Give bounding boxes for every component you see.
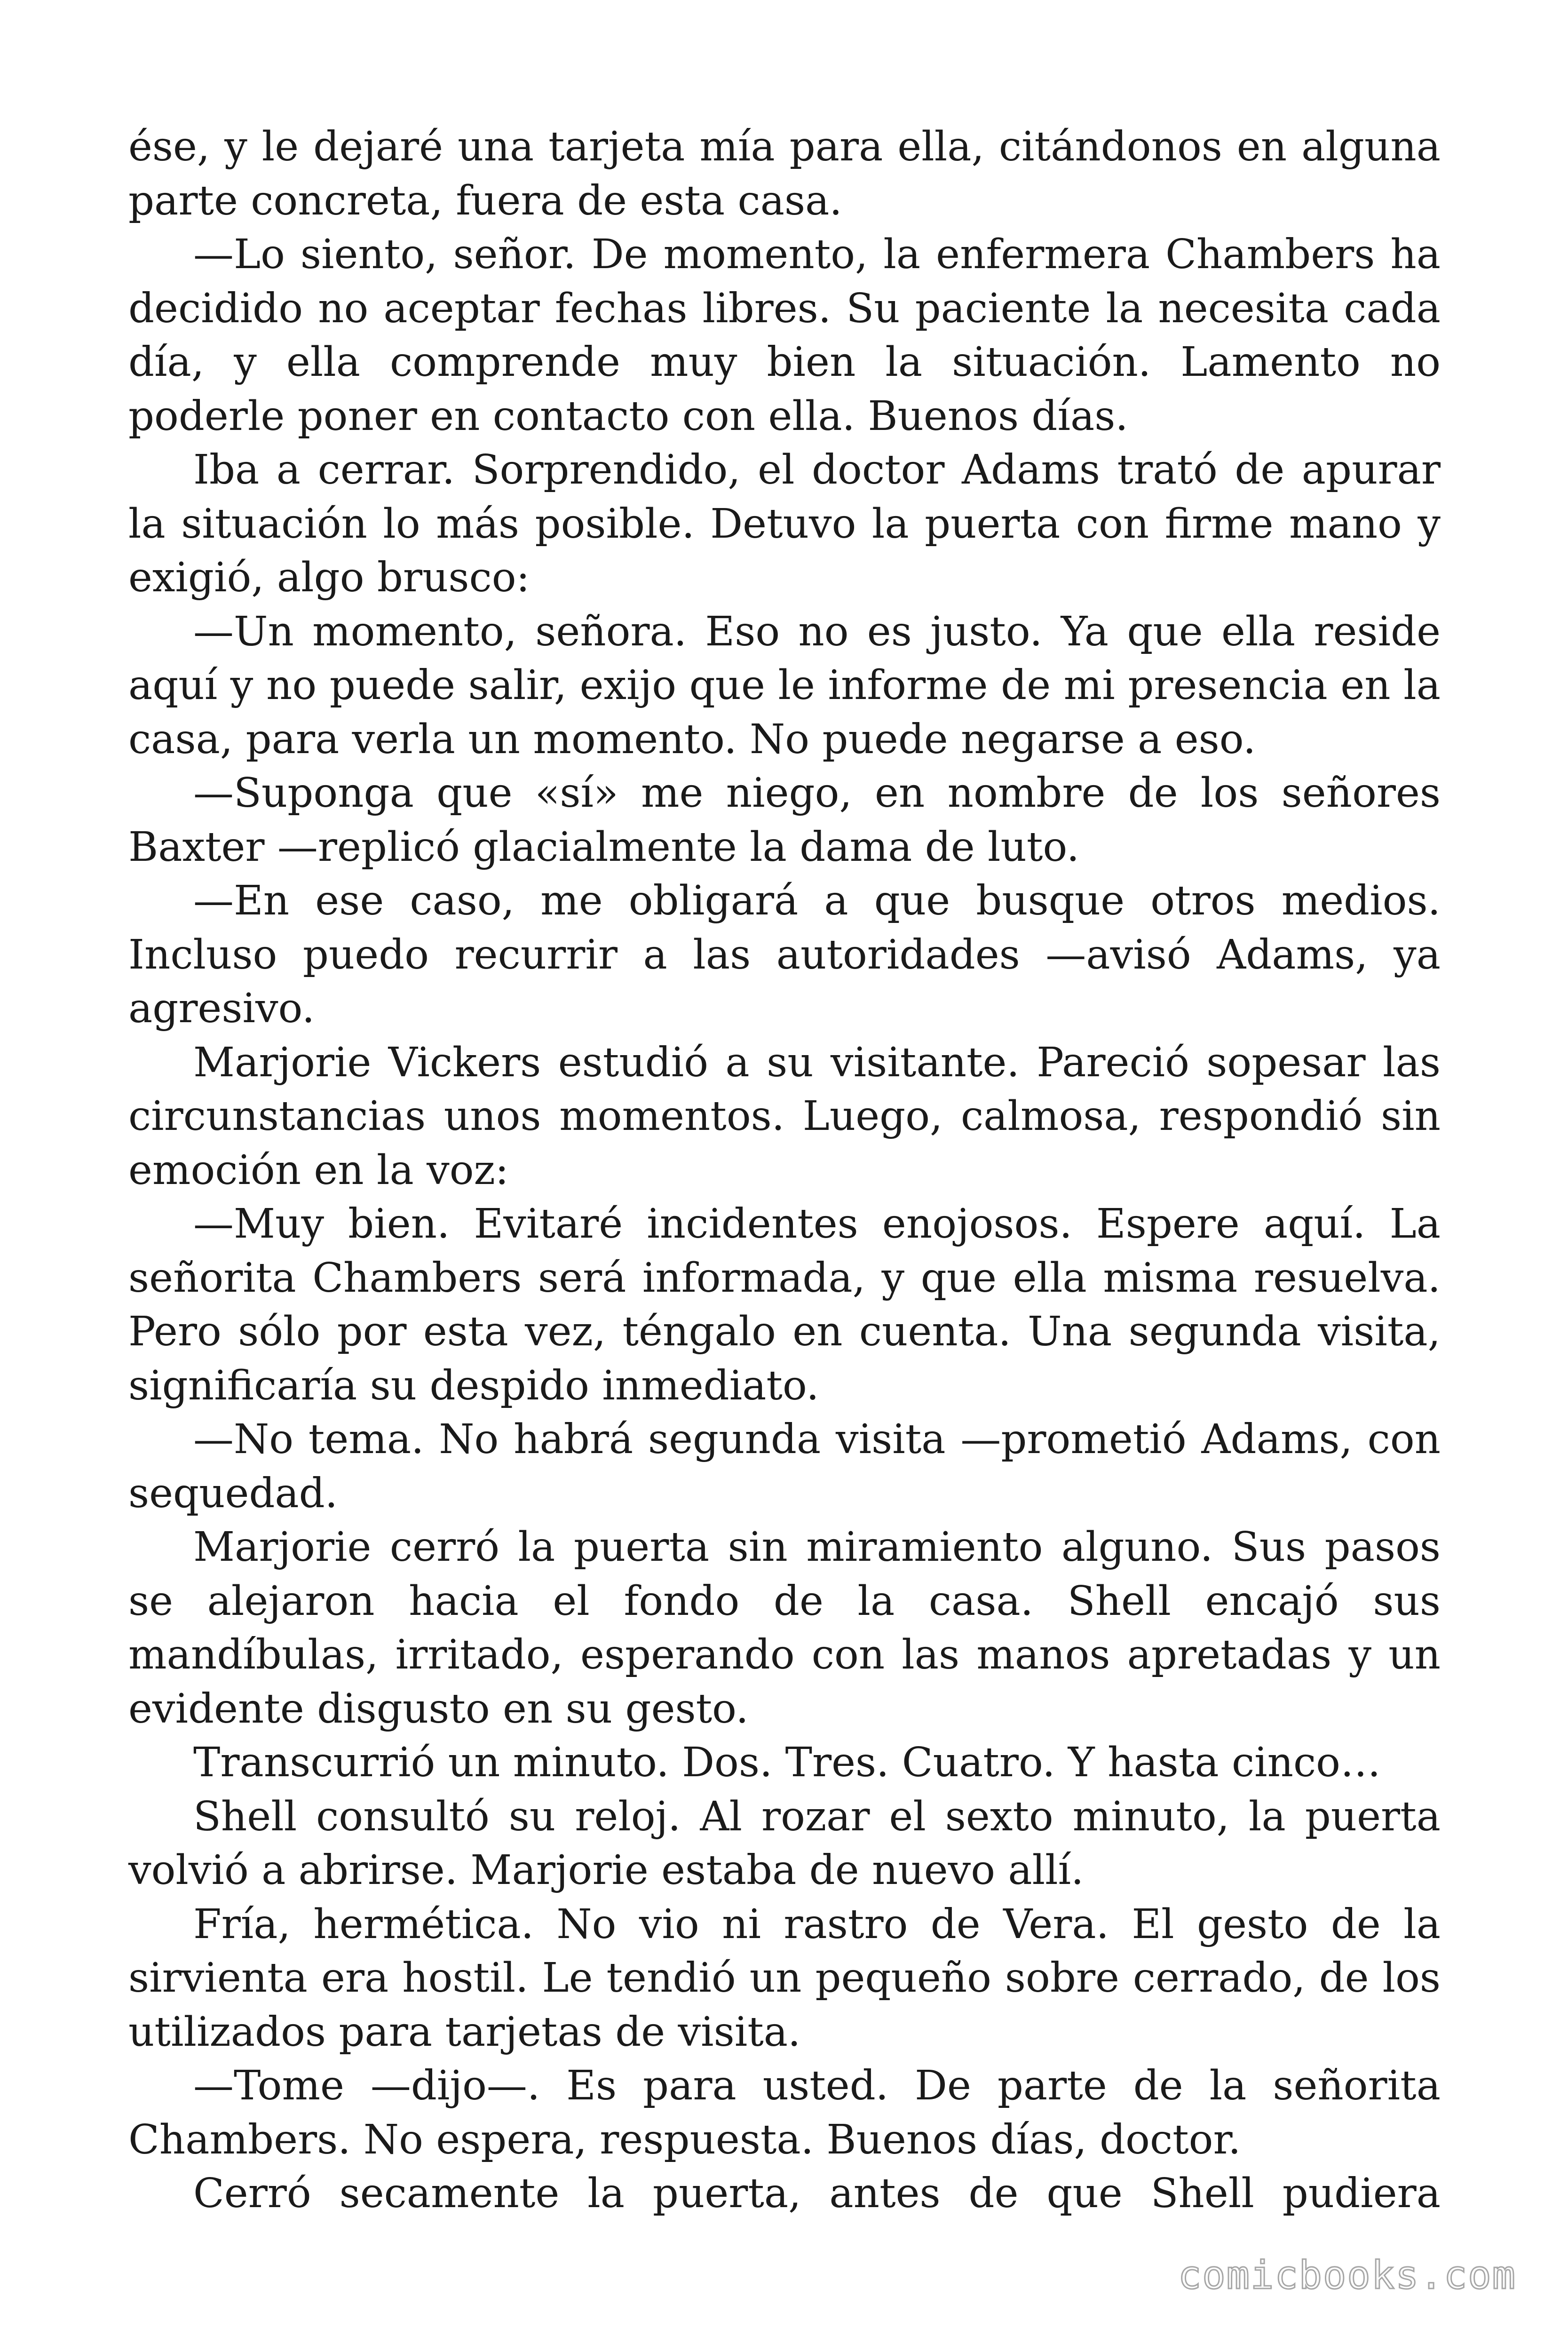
paragraph: —No tema. No habrá segunda visita —prometió Adams, con sequedad. <box>128 1416 1441 1517</box>
watermark: comicbooks.com <box>1178 2253 1516 2298</box>
paragraph: Marjorie Vickers estudió a su visitante. Pareció sopesar las circunstancias unos momentos. Luego, calmosa, respondió sin emoción en la voz: <box>128 1039 1441 1194</box>
paragraph-continues: Cerró secamente la puerta, antes de que Shell pudiera <box>193 2170 1441 2217</box>
paragraph: ése, y le dejaré una tarjeta mía para ella, citándonos en alguna parte concreta, fuera de esta casa. <box>128 123 1441 224</box>
paragraph: —Lo siento, señor. De momento, la enfermera Chambers ha decidido no aceptar fechas libres. Su paciente la necesita cada día, y ella comprende muy bien la situación. Lamento no poderle poner en contacto con ella. Buenos días. <box>128 231 1441 440</box>
paragraph: Marjorie cerró la puerta sin miramiento alguno. Sus pasos se alejaron hacia el fondo de la casa. Shell encajó sus mandíbulas, irritado, esperando con las manos apretadas y un evidente disgusto en su gesto. <box>128 1524 1441 1732</box>
paragraph: —En ese caso, me obligará a que busque otros medios. Incluso puedo recurrir a las autoridades —avisó Adams, ya agresivo. <box>128 877 1441 1032</box>
paragraph: Shell consultó su reloj. Al rozar el sexto minuto, la puerta volvió a abrirse. Marjorie estaba de nuevo allí. <box>128 1793 1441 1894</box>
paragraph: Transcurrió un minuto. Dos. Tres. Cuatro. Y hasta cinco… <box>193 1739 1381 1786</box>
paragraph: Iba a cerrar. Sorprendido, el doctor Adams trató de apurar la situación lo más posible. Detuvo la puerta con firme mano y exigió, algo brusco: <box>128 446 1441 601</box>
paragraph: —Tome —dijo—. Es para usted. De parte de la señorita Chambers. No espera, respuesta. Buenos días, doctor. <box>128 2062 1441 2163</box>
paragraph: —Suponga que «sí» me niego, en nombre de los señores Baxter —replicó glacialmente la dama de luto. <box>128 770 1441 871</box>
paragraph: —Un momento, señora. Eso no es justo. Ya que ella reside aquí y no puede salir, exijo que le informe de mi presencia en la casa, para verla un momento. No puede negarse a eso. <box>128 608 1441 763</box>
paragraph: Fría, hermética. No vio ni rastro de Vera. El gesto de la sirvienta era hostil. Le tendió un pequeño sobre cerrado, de los utilizados para tarjetas de visita. <box>128 1900 1441 2056</box>
body-text <box>128 120 1441 2221</box>
paragraph: —Muy bien. Evitaré incidentes enojosos. Espere aquí. La señorita Chambers será informada, y que ella misma resuelva. Pero sólo por esta vez, téngalo en cuenta. Una segunda visita, significaría su despido inmediato. <box>128 1200 1441 1409</box>
